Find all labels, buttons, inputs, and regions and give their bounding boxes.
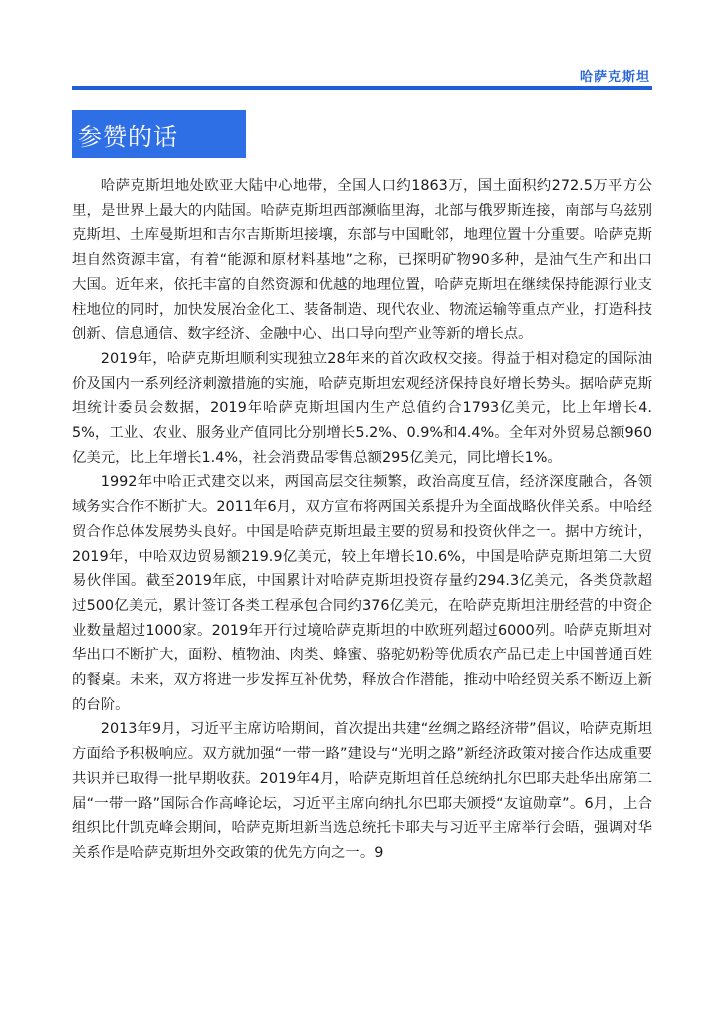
- running-header-country: 哈萨克斯坦: [579, 70, 650, 85]
- section-title: 参赞的话: [78, 122, 178, 151]
- paragraph-2: 2019年，哈萨克斯坦顺利实现独立28年来的首次政权交接。得益于相对稳定的国际油价及国内一系列经济刺激措施的实施，哈萨克斯坦宏观经济保持良好增长势头。据哈萨克斯坦统计委员会数据，2019年哈萨克斯坦国内生产总值约合1793亿美元，比上年增长4.5%，工业、农业、服务业产值同比分别增长5.2%、0.9%和4.4%。全年对外贸易总额960亿美元，比上年增长1.4%，社会消费品零售总额295亿美元，同比增长1%。: [72, 350, 652, 466]
- header-rule: [72, 86, 652, 90]
- body-text: [72, 174, 652, 866]
- paragraph-3: 1992年中哈正式建交以来，两国高层交往频繁，政治高度互信，经济深度融合，各领域务实合作不断扩大。2011年6月，双方宣布将两国关系提升为全面战略伙伴关系。中哈经贸合作总体发展势头良好。中国是哈萨克斯坦最主要的贸易和投资伙伴之一。据中方统计，2019年，中哈双边贸易额219.9亿美元，较上年增长10.6%，中国是哈萨克斯坦第二大贸易伙伴国。截至2019年底，中国累计对哈萨克斯坦投资存量约294.3亿美元，各类贷款超过500亿美元，累计签订各类工程承包合同约376亿美元，在哈萨克斯坦注册经营的中资企业数量超过1000家。2019年开行过境哈萨克斯坦的中欧班列超过6000列。哈萨克斯坦对华出口不断扩大，面粉、植物油、肉类、蜂蜜、骆驼奶粉等优质农产品已走上中国普通百姓的餐桌。未来，双方将进一步发挥互补优势，释放合作潜能，推动中哈经贸关系不断迈上新的台阶。: [72, 474, 652, 713]
- paragraph-1: 哈萨克斯坦地处欧亚大陆中心地带，全国人口约1863万，国土面积约272.5万平方公里，是世界上最大的内陆国。哈萨克斯坦西部濒临里海，北部与俄罗斯连接，南部与乌兹别克斯坦、土库曼斯坦和吉尔吉斯斯坦接壤，东部与中国毗邻，地理位置十分重要。哈萨克斯坦自然资源丰富，有着“能源和原材料基地”之称，已探明矿物90多种，是油气生产和出口大国。近年来，依托丰富的自然资源和优越的地理位置，哈萨克斯坦在继续保持能源行业支柱地位的同时，加快发展冶金化工、装备制造、现代农业、物流运输等重点产业，打造科技创新、信息通信、数字经济、金融中心、出口导向型产业等新的增长点。: [72, 178, 652, 343]
- section-banner: [72, 110, 246, 158]
- paragraph-4: 2013年9月，习近平主席访哈期间，首次提出共建“丝绸之路经济带”倡议，哈萨克斯坦方面给予积极响应。双方就加强“一带一路”建设与“光明之路”新经济政策对接合作达成重要共识并已取得一批早期收获。2019年4月，哈萨克斯坦首任总统纳扎尔巴耶夫赴华出席第二届“一带一路”国际合作高峰论坛，习近平主席向纳扎尔巴耶夫颁授“友谊勋章”。6月，上合组织比什凯克峰会期间，哈萨克斯坦新当选总统托卡耶夫与习近平主席举行会晤，强调对华关系作是哈萨克斯坦外交政策的优先方向之一。9: [72, 721, 652, 861]
